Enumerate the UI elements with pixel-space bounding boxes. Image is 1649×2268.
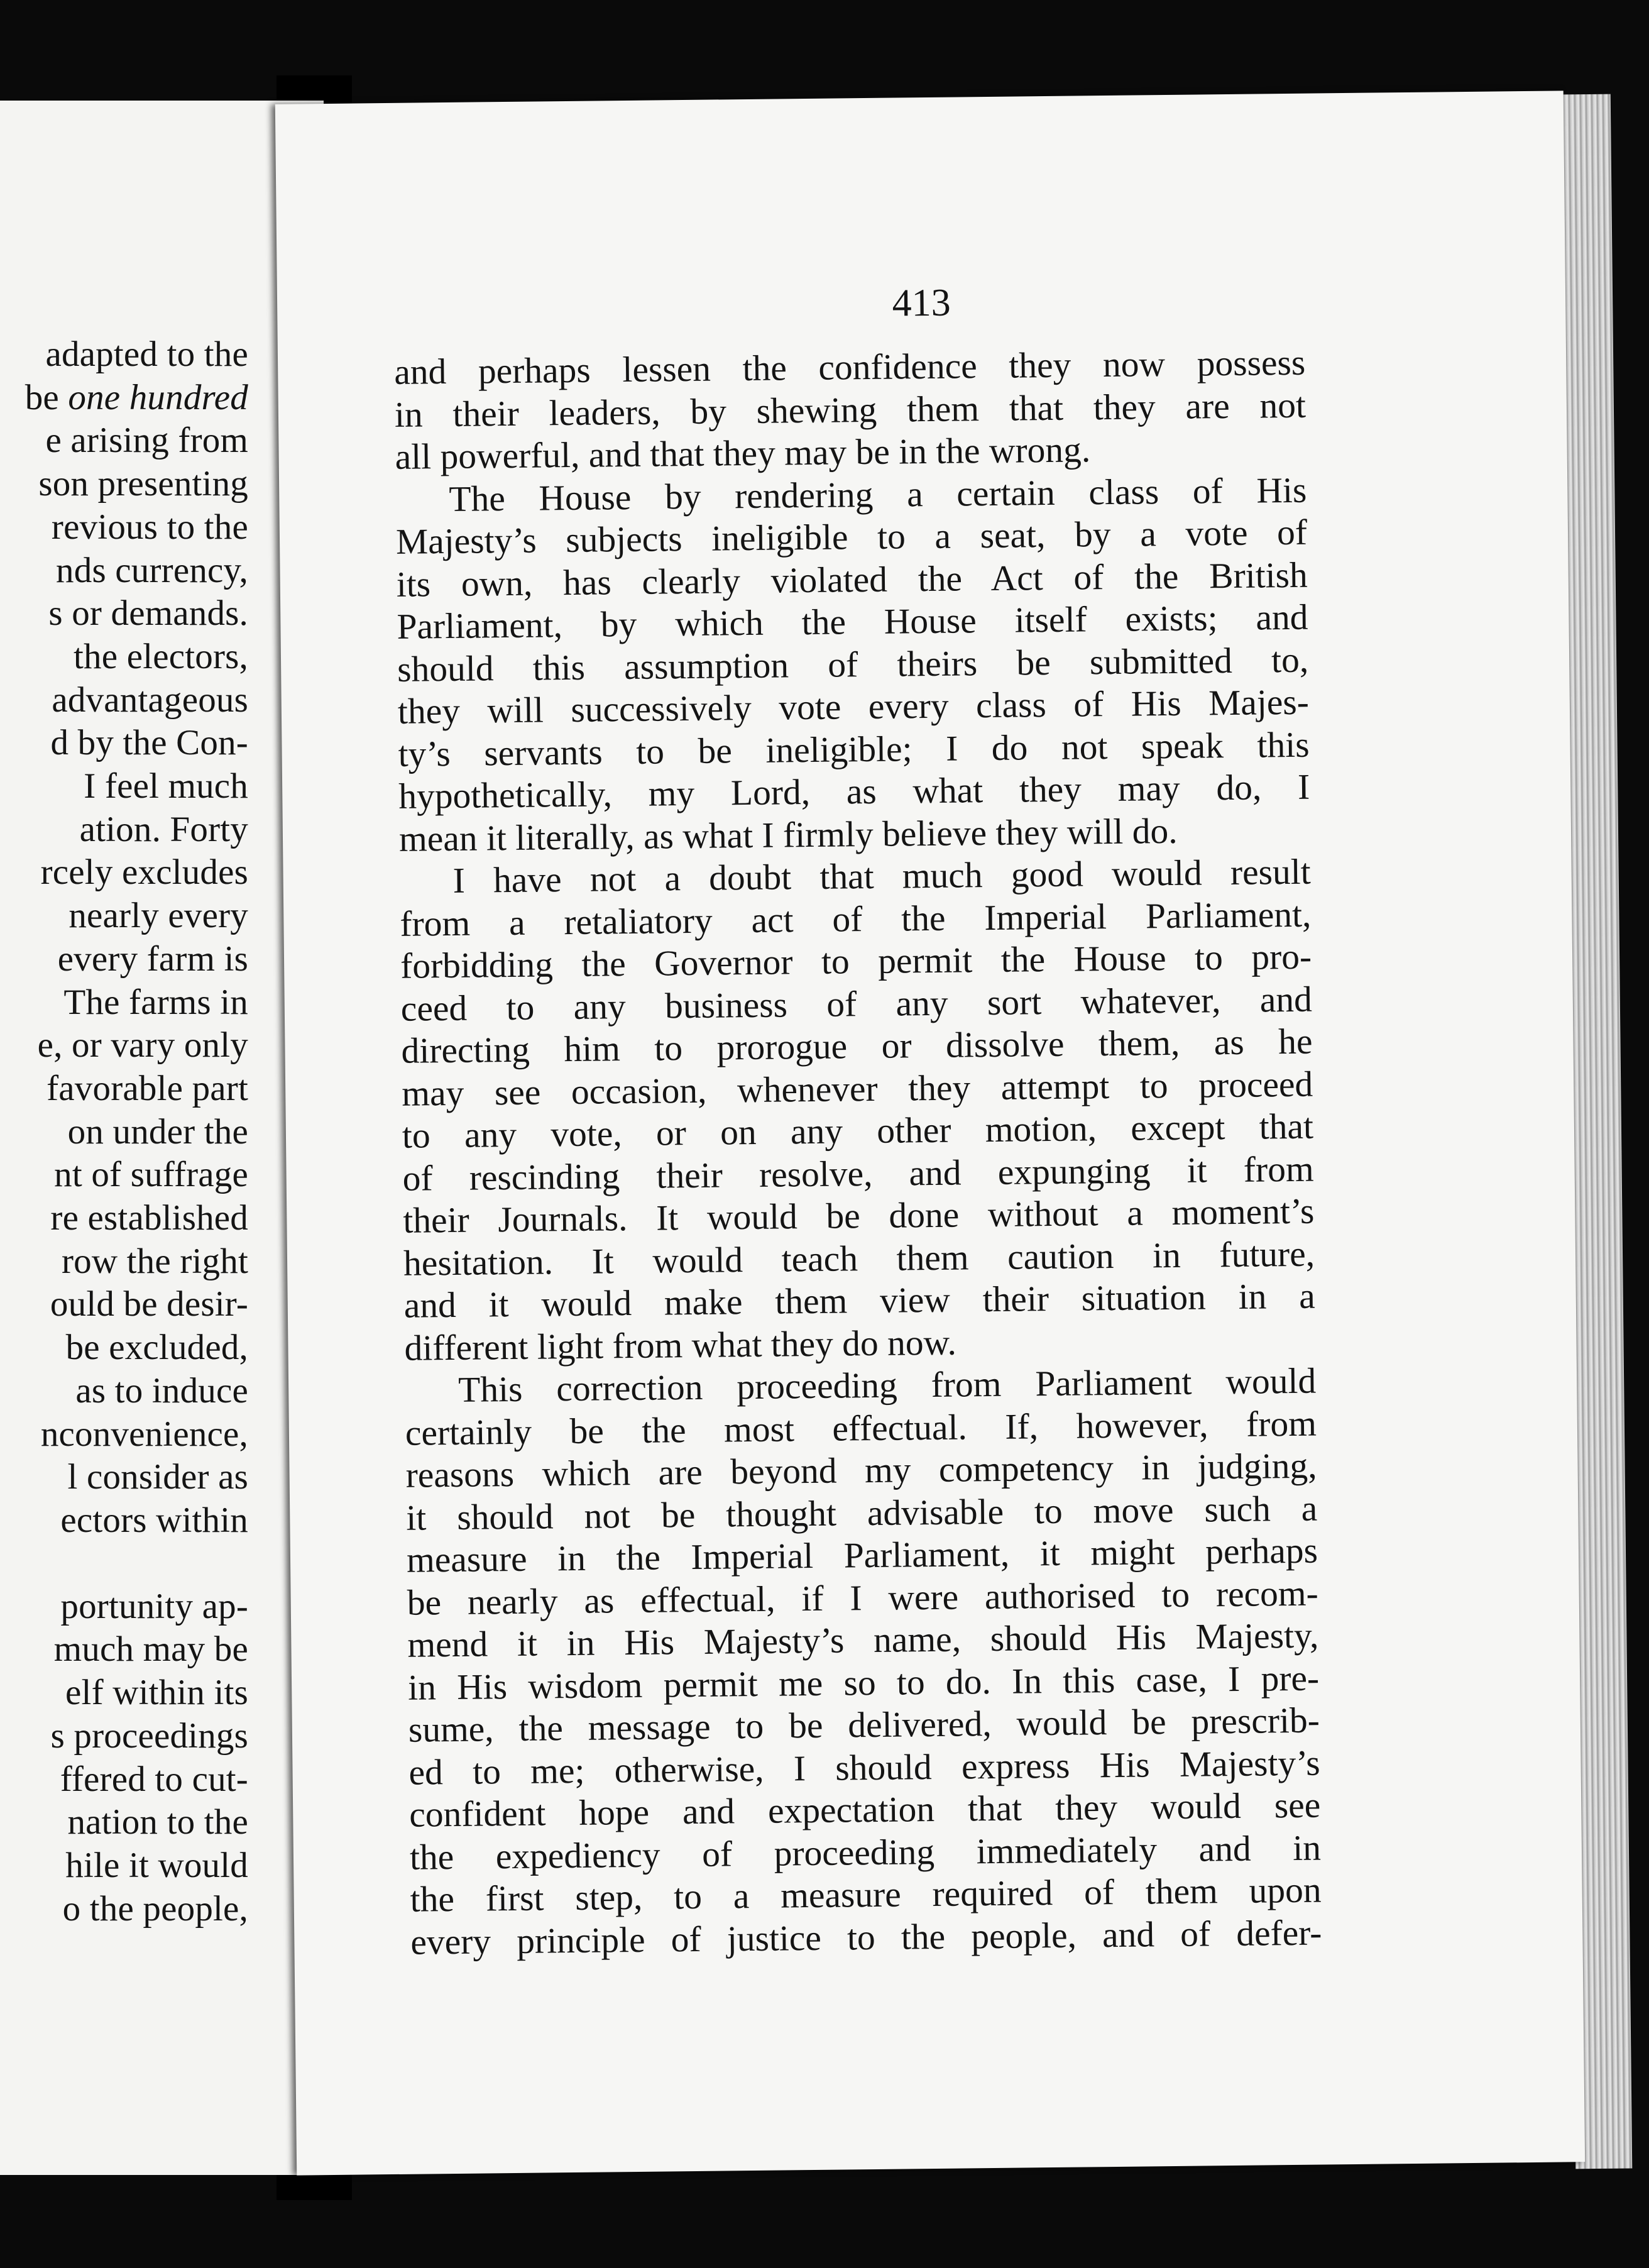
text-line: it should not be thought advisable to move such a [406, 1489, 1318, 1538]
text-line: every principle of justice to the people, and of defer- [410, 1913, 1322, 1962]
text-line: should this assumption of theirs be submitted to, [397, 640, 1309, 690]
text-line: sume, the message to be delivered, would be prescrib- [408, 1700, 1320, 1750]
left-text-line: portunity ap- [60, 1586, 248, 1626]
text-line: may see occasion, whenever they attempt to proceed [401, 1064, 1313, 1114]
left-text-line: re established [50, 1198, 248, 1238]
text-line: I have not a doubt that much good would result [452, 852, 1311, 901]
left-text-line: on under the [67, 1111, 248, 1152]
left-text-line: every farm is [57, 939, 248, 979]
left-text-line: advantageous [52, 680, 248, 720]
body-text [394, 342, 1322, 1964]
text-line: certainly be the most effectual. If, however, from [405, 1404, 1317, 1453]
left-text-line: s or demands. [48, 593, 248, 634]
left-text-line: s proceedings [50, 1715, 248, 1756]
text-line: in their leaders, by shewing them that they are not [394, 385, 1307, 435]
text-line: to any vote, or on any other motion, except that [402, 1106, 1314, 1156]
text-line: ty’s servants to be ineligible; I do not speak this [398, 725, 1310, 774]
left-text-line: be excluded, [65, 1328, 248, 1368]
left-page-text [0, 333, 248, 1930]
left-text-line: e arising from [45, 421, 248, 461]
text-line: mend it in His Majesty’s name, should His Majesty, [407, 1616, 1319, 1665]
left-text-line: nds currency, [56, 550, 248, 590]
left-text-line: rcely excludes [40, 852, 248, 893]
text-line: This correction proceeding from Parliament would [457, 1361, 1317, 1410]
text-line: all powerful, and that they may be in the wrong. [395, 430, 1091, 477]
left-text-line: e, or vary only [37, 1025, 248, 1065]
text-line: from a retaliatory act of the Imperial Parliament, [400, 895, 1312, 944]
text-line: their Journals. It would be done without a moment’s [403, 1191, 1315, 1241]
italic-text: one hundred [68, 377, 248, 417]
left-text-line: elf within its [65, 1673, 248, 1713]
text-line: The House by rendering a certain class of His [449, 470, 1307, 519]
text-line: Majesty’s subjects ineligible to a seat, by a vote of [395, 512, 1308, 562]
right-page [275, 91, 1585, 2175]
text-line: hypothetically, my Lord, as what they may do, I [398, 767, 1310, 817]
left-text-line: nt of suffrage [54, 1155, 248, 1195]
left-text-line: ould be desir- [50, 1284, 248, 1324]
text-line: forbidding the Governor to permit the House to pro- [400, 937, 1312, 986]
text-line: reasons which are beyond my competency in judging, [405, 1446, 1317, 1495]
left-text-line: nconvenience, [40, 1414, 248, 1454]
left-text-line: revious to the [51, 507, 248, 547]
text-line: mean it literally, as what I firmly believe they will do. [398, 811, 1178, 859]
text-line: different light from what they do now. [404, 1323, 957, 1368]
text-line: and perhaps lessen the confidence they now possess [393, 343, 1306, 392]
text-line: ed to me; otherwise, I should express His Majesty’s [408, 1743, 1320, 1793]
paragraph [395, 469, 1310, 861]
text-line: directing him to prorogue or dissolve them, as he [401, 1021, 1313, 1071]
text-line: hesitation. It would teach them caution in future, [403, 1234, 1315, 1284]
page-number: 413 [892, 281, 951, 325]
text-line: Parliament, by which the House itself exists; and [397, 597, 1308, 647]
left-text-line: as to induce [75, 1370, 248, 1411]
left-text-line: l consider as [67, 1457, 248, 1497]
text-line: the expediency of proceeding immediately and in [409, 1828, 1322, 1878]
left-text-line: The farms in [63, 982, 248, 1022]
text-line: the first step, to a measure required of them upon [410, 1870, 1322, 1920]
left-text-line: nation to the [67, 1802, 248, 1842]
left-text-line: d by the Con- [50, 723, 248, 763]
left-text-line: son presenting [38, 464, 248, 504]
left-text-line: much may be [53, 1629, 248, 1670]
left-text-line: ffered to cut- [60, 1759, 248, 1799]
text-line: measure in the Imperial Parliament, it might perhaps [406, 1531, 1318, 1580]
paragraph [399, 851, 1315, 1370]
text-line: ceed to any business of any sort whatever, and [400, 979, 1313, 1029]
paragraph [394, 342, 1307, 479]
text-line: of rescinding their resolve, and expunging it from [402, 1149, 1314, 1199]
text-line: they will successively vote every class of His Majes- [397, 682, 1310, 732]
left-text-line: adapted to the [45, 334, 248, 374]
left-page [0, 101, 324, 2175]
text-line: its own, has clearly violated the Act of the British [396, 555, 1308, 605]
left-text-line: be one hundred [25, 377, 248, 417]
left-text-line: I feel much [84, 766, 248, 806]
left-text-line: row the right [61, 1241, 248, 1281]
left-text-line: hile it would [65, 1845, 248, 1885]
text-line: in His wisdom permit me so to do. In this case, I pre- [407, 1658, 1320, 1708]
left-text-line: o the people, [62, 1888, 248, 1929]
text-line: and it would make them view their situation in a [403, 1276, 1316, 1326]
text-line: confident hope and expectation that they would see [408, 1785, 1321, 1835]
left-text-line: the electors, [74, 636, 248, 676]
left-text-line: ation. Forty [79, 809, 248, 849]
paragraph [405, 1360, 1322, 1964]
left-text-line: nearly every [68, 896, 248, 936]
text-line: be nearly as effectual, if I were authorised to recom- [407, 1573, 1319, 1623]
left-text-line: ectors within [60, 1500, 248, 1540]
left-text-line [0, 1543, 248, 1585]
left-text-line: favorable part [47, 1068, 248, 1108]
